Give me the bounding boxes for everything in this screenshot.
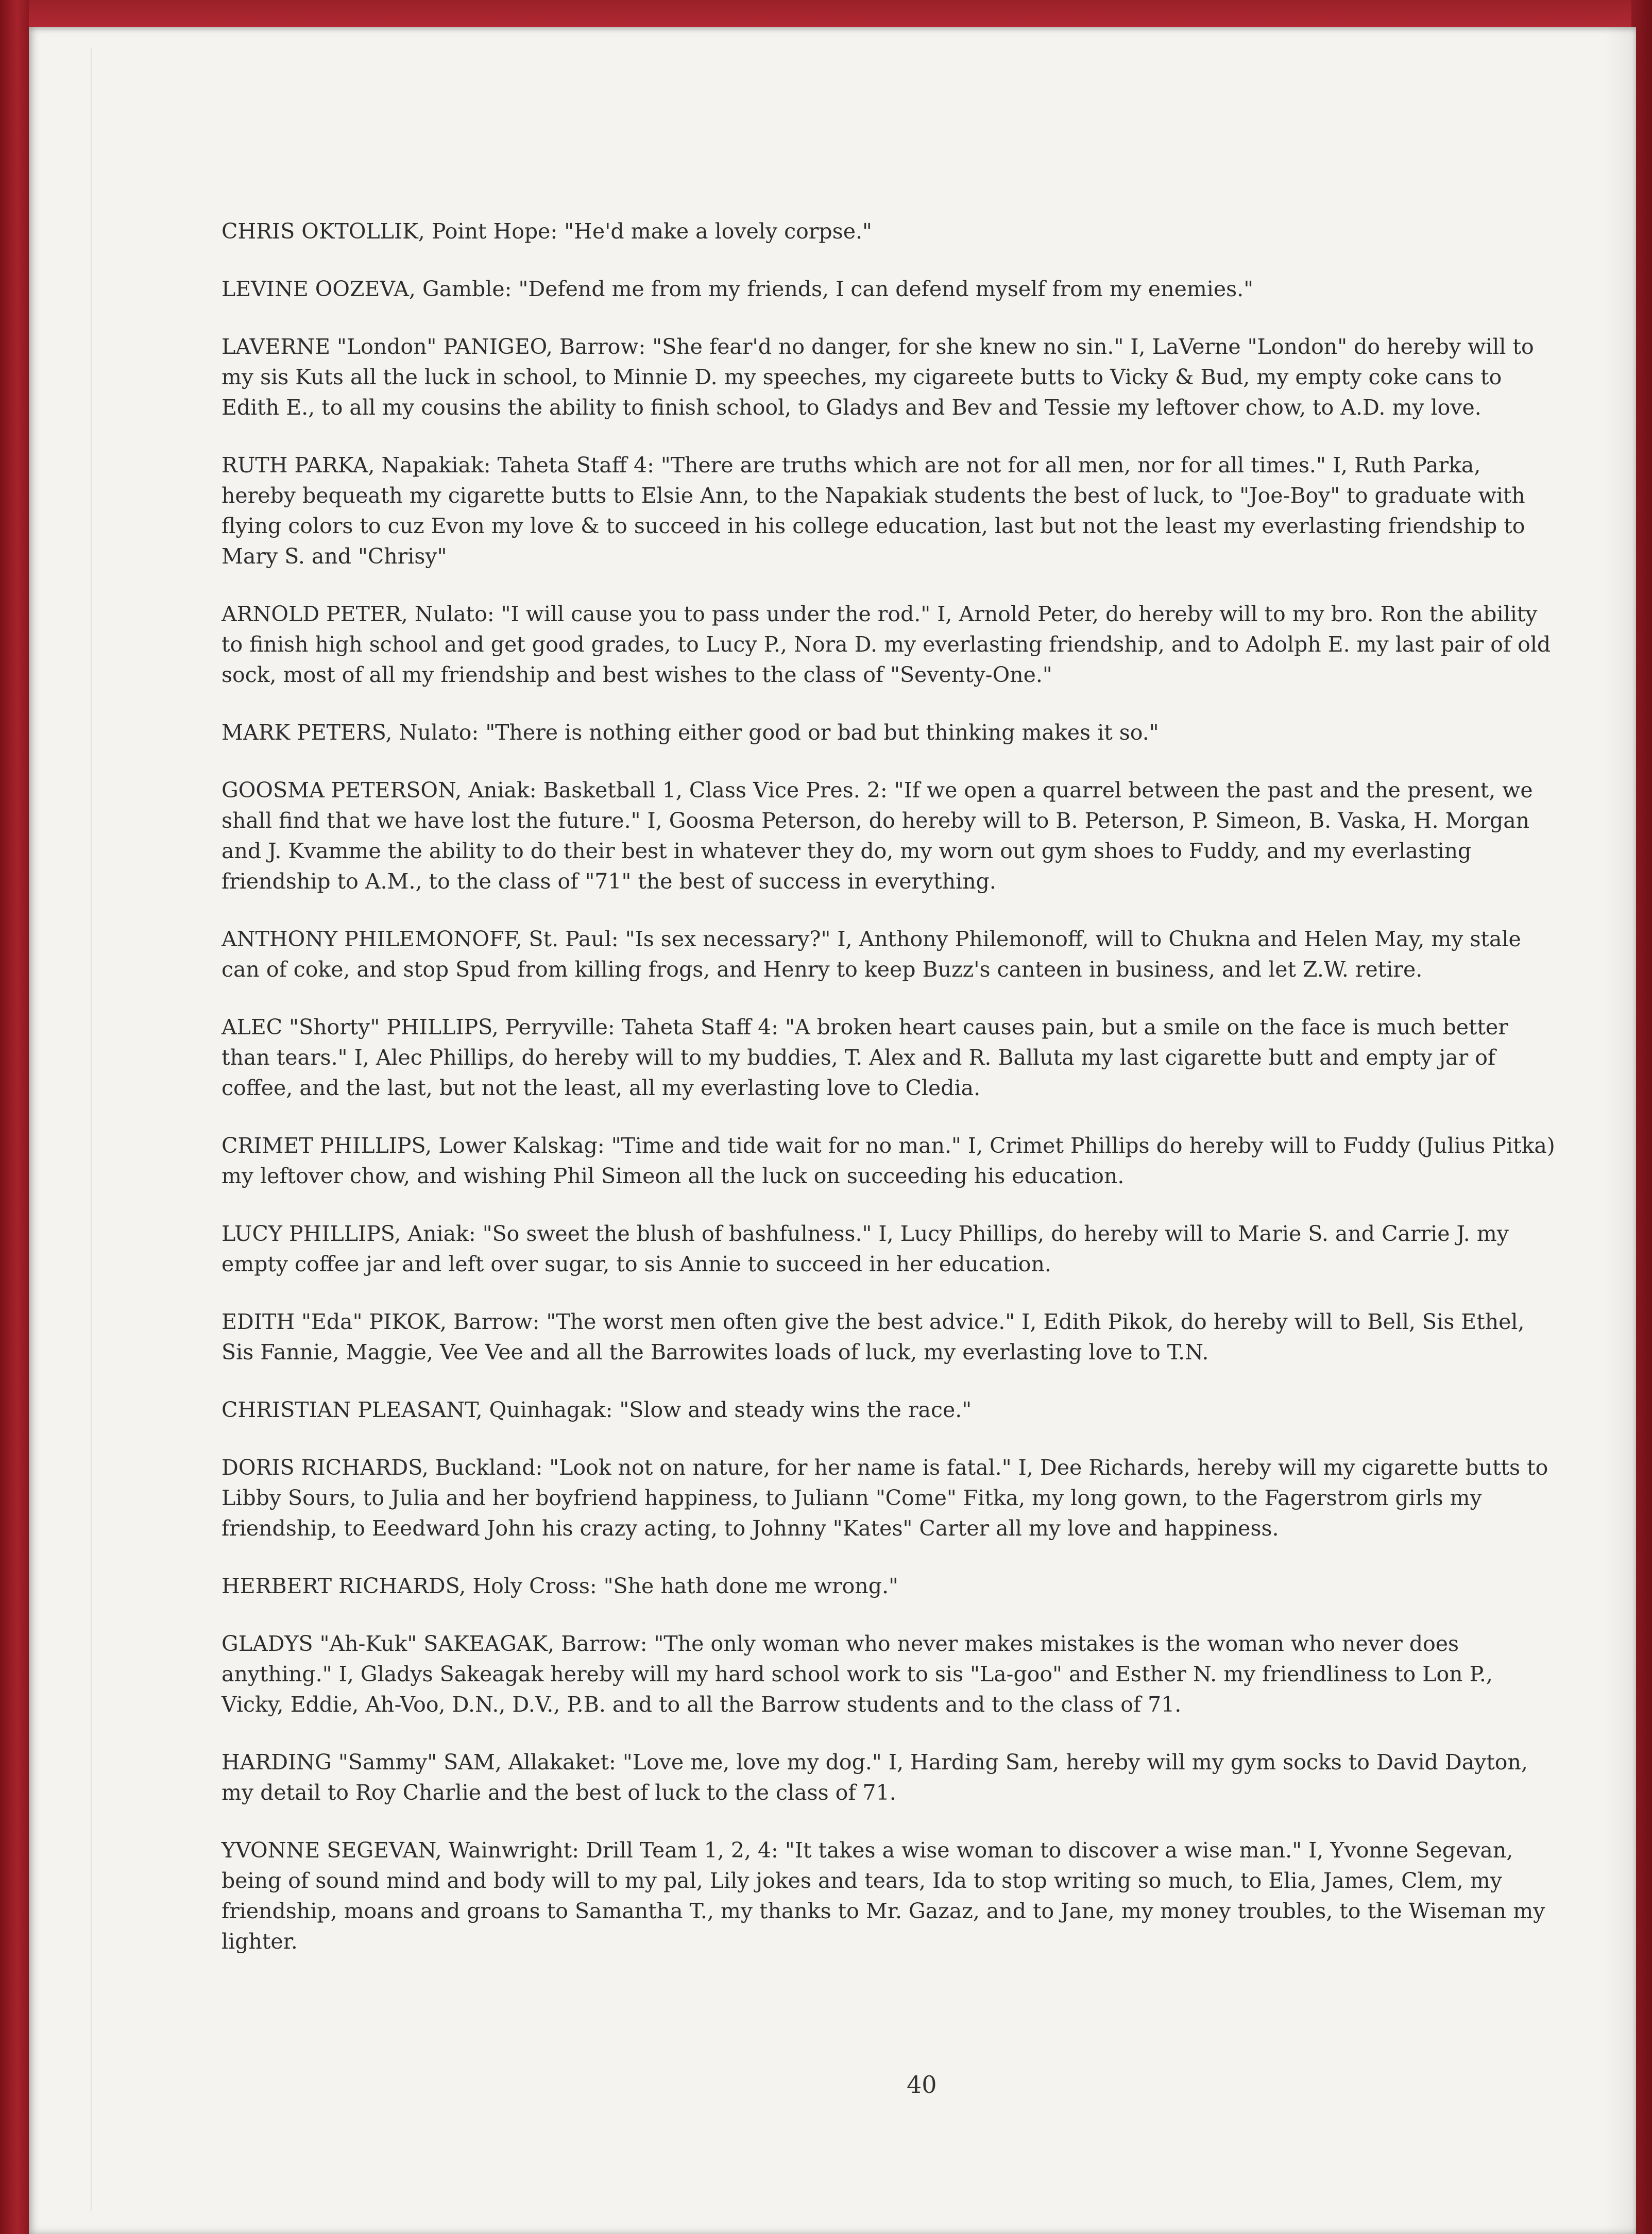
entry-mark-peters: MARK PETERS, Nulato: "There is nothing either good or bad but thinking makes it so." (222, 720, 1159, 745)
entry-parka: RUTH PARKA, Napakiak: Taheta Staff 4: "There are truths which are not for all men, nor for all times." I, Ruth Parka, hereby bequeath my cigarette butts to Elsie Ann, to the Napakiak students the best of luck, to "Joe-Boy" to graduate with flying colors to cuz Evon my love & to succeed in his college education, last but not the least my everlasting friendship to Mary S. and "Chrisy" (222, 453, 1525, 569)
entry-pleasant: CHRISTIAN PLEASANT, Quinhagak: "Slow and steady wins the race." (222, 1397, 972, 1422)
entry-doris-richards: DORIS RICHARDS, Buckland: "Look not on nature, for her name is fatal." I, Dee Richards, hereby will my cigarette butts to Libby Sours, to Julia and her boyfriend happiness, to Juliann "Come" Fitka, my long gown, to the Fagerstrom girls my friendship, to Eeedward John his crazy acting, to Johnny "Kates" Carter all my love and happiness. (222, 1455, 1548, 1541)
entry-oktollik: CHRIS OKTOLLIK, Point Hope: "He'd make a lovely corpse." (222, 219, 872, 244)
entry-alec-phillips: ALEC "Shorty" PHILLIPS, Perryville: Taheta Staff 4: "A broken heart causes pain, but a smile on the face is much better than tears." I, Alec Phillips, do hereby will to my buddies, T. Alex and R. Balluta my last cigarette butt and empty jar of coffee, and the last, but not the least, all my everlasting love to Cledia. (222, 1015, 1508, 1100)
entry-goosma-peterson: GOOSMA PETERSON, Aniak: Basketball 1, Class Vice Pres. 2: "If we open a quarrel between the past and the present, we shall find that we have lost the future." I, Goosma Peterson, do hereby will to B. Peterson, P. Simeon, B. Vaska, H. Morgan and J. Kvamme the ability to do their best in whatever they do, my worn out gym shoes to Fuddy, and my everlasting friendship to A.M., to the class of "71" the best of success in everything. (222, 778, 1533, 894)
entry-oozeva: LEVINE OOZEVA, Gamble: "Defend me from my friends, I can defend myself from my enemies." (222, 277, 1254, 301)
binding-left (0, 0, 29, 2234)
margin-rule (91, 47, 92, 2211)
entry-arnold-peter: ARNOLD PETER, Nulato: "I will cause you to pass under the rod." I, Arnold Peter, do hereby will to my bro. Ron the ability to finish high school and get good grades, to Lucy P., Nora D. my everlasting friendship, and to Adolph E. my last pair of old sock, most of all my friendship and best wishes to the class of "Seventy-One." (222, 602, 1551, 687)
entry-lucy-phillips: LUCY PHILLIPS, Aniak: "So sweet the blush of bashfulness." I, Lucy Phillips, do hereby will to Marie S. and Carrie J. my empty coffee jar and left over sugar, to sis Annie to succeed in her education. (222, 1221, 1509, 1276)
entry-philemonoff: ANTHONY PHILEMONOFF, St. Paul: "Is sex necessary?" I, Anthony Philemonoff, will to Chukna and Helen May, my stale can of coke, and stop Spud from killing frogs, and Henry to keep Buzz's canteen in business, and let Z.W. retire. (222, 927, 1521, 982)
entries-list (222, 216, 1556, 1984)
page-number: 40 (907, 2071, 937, 2099)
entry-segevan: YVONNE SEGEVAN, Wainwright: Drill Team 1, 2, 4: "It takes a wise woman to discover a wise man." I, Yvonne Segevan, being of sound mind and body will to my pal, Lily jokes and tears, Ida to stop writing so much, to Elia, James, Clem, my friendship, moans and groans to Samantha T., my thanks to Mr. Gazaz, and to Jane, my money troubles, to the Wiseman my lighter. (222, 1838, 1545, 1954)
entry-sam: HARDING "Sammy" SAM, Allakaket: "Love me, love my dog." I, Harding Sam, hereby will my gym socks to David Dayton, my detail to Roy Charlie and the best of luck to the class of 71. (222, 1750, 1528, 1805)
entry-panigeo: LAVERNE "London" PANIGEO, Barrow: "She fear'd no danger, for she knew no sin." I, LaVerne "London" do hereby will to my sis Kuts all the luck in school, to Minnie D. my speeches, my cigareete butts to Vicky & Bud, my empty coke cans to Edith E., to all my cousins the ability to finish school, to Gladys and Bev and Tessie my leftover chow, to A.D. my love. (222, 334, 1534, 420)
entry-sakeagak: GLADYS "Ah-Kuk" SAKEAGAK, Barrow: "The only woman who never makes mistakes is the woman who never does anything." I, Gladys Sakeagak hereby will my hard school work to sis "La-goo" and Esther N. my friendliness to Lon P., Vicky, Eddie, Ah-Voo, D.N., D.V., P.B. and to all the Barrow students and to the class of 71. (222, 1631, 1493, 1717)
entry-herbert-richards: HERBERT RICHARDS, Holy Cross: "She hath done me wrong." (222, 1574, 898, 1598)
binding-top (0, 0, 1652, 29)
entry-crimet-phillips: CRIMET PHILLIPS, Lower Kalskag: "Time and tide wait for no man." I, Crimet Phillips do hereby will to Fuddy (Julius Pitka) my leftover chow, and wishing Phil Simeon all the luck on succeeding his education. (222, 1133, 1555, 1188)
entry-pikok: EDITH "Eda" PIKOK, Barrow: "The worst men often give the best advice." I, Edith Pikok, do hereby will to Bell, Sis Ethel, Sis Fannie, Maggie, Vee Vee and all the Barrowites loads of luck, my everlasting love to T.N. (222, 1309, 1525, 1365)
page-edge-shadow (1605, 27, 1636, 2234)
